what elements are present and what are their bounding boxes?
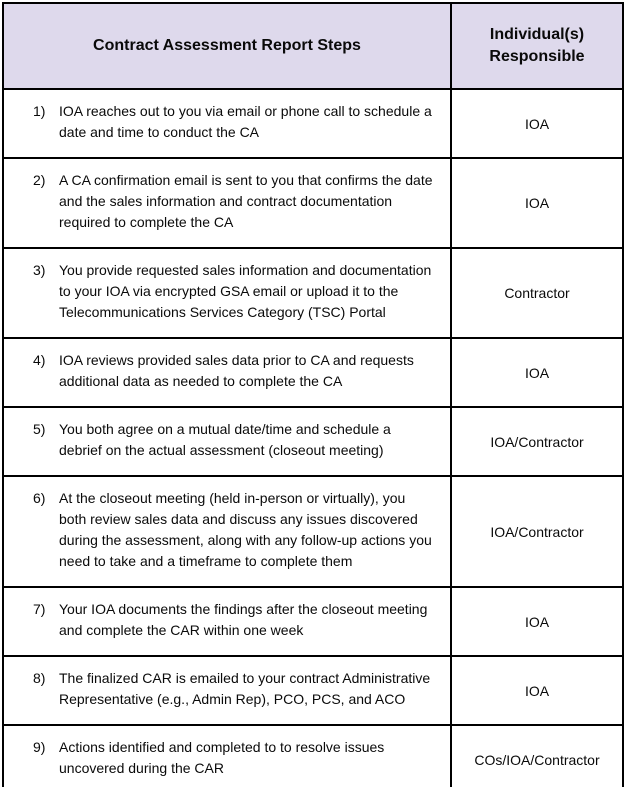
step-number: 7) [33, 601, 46, 617]
step-text: IOA reviews provided sales data prior to CA and requests additional data as needed to complete the CA [59, 352, 414, 389]
responsible-cell: IOA [451, 656, 623, 725]
step-number: 8) [33, 670, 46, 686]
step-number: 1) [33, 103, 46, 119]
column-header-responsible: Individual(s) Responsible [451, 3, 623, 89]
step-description-cell [3, 587, 451, 656]
responsible-cell: IOA/Contractor [451, 476, 623, 587]
car-steps-table [2, 2, 624, 787]
step-number: 3) [33, 262, 46, 278]
table-row [3, 89, 623, 158]
table-row [3, 248, 623, 338]
step-description-cell [3, 725, 451, 787]
step-text: The finalized CAR is emailed to your contract Administrative Representative (e.g., Admin Rep), PCO, PCS, and ACO [59, 670, 431, 707]
step-description-cell [3, 158, 451, 248]
responsible-cell: IOA [451, 338, 623, 407]
step-number: 5) [33, 421, 46, 437]
step-text: IOA reaches out to you via email or phone call to schedule a date and time to conduct the CA [59, 103, 432, 140]
table-row [3, 725, 623, 787]
step-text: You both agree on a mutual date/time and schedule a debrief on the actual assessment (closeout meeting) [59, 421, 391, 458]
step-description-cell [3, 338, 451, 407]
responsible-cell: Contractor [451, 248, 623, 338]
step-description-cell [3, 248, 451, 338]
responsible-cell: IOA [451, 158, 623, 248]
table-row [3, 338, 623, 407]
step-number: 9) [33, 739, 46, 755]
responsible-cell: IOA [451, 89, 623, 158]
responsible-cell: COs/IOA/Contractor [451, 725, 623, 787]
step-text: A CA confirmation email is sent to you that confirms the date and the sales information and contract documentation required to complete the CA [59, 172, 433, 230]
table-header [3, 3, 623, 89]
steps-table-body [3, 89, 623, 787]
step-description-cell [3, 89, 451, 158]
table-row [3, 587, 623, 656]
table-row [3, 476, 623, 587]
responsible-cell: IOA/Contractor [451, 407, 623, 476]
step-text: At the closeout meeting (held in-person or virtually), you both review sales data and discuss any issues discovered during the assessment, along with any follow-up actions you need to take and a timeframe to complete them [59, 490, 432, 569]
responsible-cell: IOA [451, 587, 623, 656]
step-description-cell [3, 476, 451, 587]
step-number: 6) [33, 490, 46, 506]
header-row [3, 3, 623, 89]
step-description-cell [3, 656, 451, 725]
step-text: Actions identified and completed to to resolve issues uncovered during the CAR [59, 739, 385, 776]
step-text: You provide requested sales information and documentation to your IOA via encrypted GSA email or upload it to the Telecommunications Services Category (TSC) Portal [59, 262, 432, 320]
table-row [3, 158, 623, 248]
step-number: 2) [33, 172, 46, 188]
table-row [3, 407, 623, 476]
step-description-cell [3, 407, 451, 476]
table-row [3, 656, 623, 725]
step-text: Your IOA documents the findings after the closeout meeting and complete the CAR within one week [59, 601, 428, 638]
column-header-steps: Contract Assessment Report Steps [3, 3, 451, 89]
step-number: 4) [33, 352, 46, 368]
